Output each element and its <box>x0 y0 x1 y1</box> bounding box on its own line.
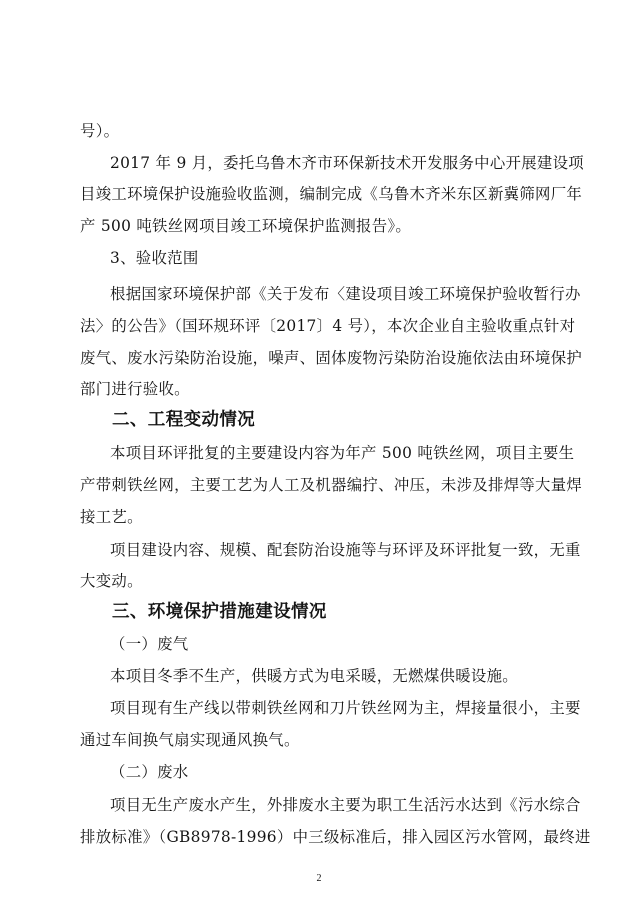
text-line: 项目无生产废水产生，外排废水主要为职工生活污水达到《污水综合 <box>110 796 581 814</box>
text-line: 项目建设内容、规模、配套防治设施等与环评及环评批复一致，无重 <box>110 541 581 559</box>
section-heading: 三、环境保护措施建设情况 <box>112 602 327 622</box>
text-line: 本项目冬季不生产，供暖方式为电采暖，无燃煤供暖设施。 <box>110 667 518 685</box>
subsection-heading: （二）废水 <box>110 763 189 781</box>
text-line: 排放标准》（GB8978-1996）中三级标准后，排入园区污水管网，最终进 <box>80 828 591 846</box>
text-line: 本项目环评批复的主要建设内容为年产 500 吨铁丝网，项目主要生 <box>110 444 575 462</box>
text-line: 大变动。 <box>80 572 143 590</box>
text-line: 目竣工环境保护设施验收监测，编制完成《乌鲁木齐米东区新冀筛网厂年 <box>80 185 583 203</box>
text-line: 部门进行验收。 <box>80 380 190 398</box>
text-line: 号）。 <box>80 122 120 140</box>
text-line: 产 500 吨铁丝网项目竣工环境保护监测报告》。 <box>80 217 412 235</box>
text-line: 2017 年 9 月，委托乌鲁木齐市环保新技术开发服务中心开展建设项 <box>110 154 584 172</box>
subsection-heading: （一）废气 <box>110 635 189 653</box>
text-line: 法〉的公告》（国环规环评〔2017〕4 号），本次企业自主验收重点针对 <box>80 317 576 335</box>
subsection-heading: 3、验收范围 <box>110 249 199 267</box>
text-line: 通过车间换气扇实现通风换气。 <box>80 731 300 749</box>
section-heading: 二、工程变动情况 <box>112 410 256 430</box>
text-line: 项目现有生产线以带刺铁丝网和刀片铁丝网为主，焊接量很小，主要 <box>110 699 581 717</box>
text-line: 接工艺。 <box>80 508 143 526</box>
text-line: 根据国家环境保护部《关于发布〈建设项目竣工环境保护验收暂行办 <box>110 285 581 303</box>
text-line: 废气、废水污染防治设施，噪声、固体废物污染防治设施依法由环境保护 <box>80 349 583 367</box>
page-number: 2 <box>316 873 322 884</box>
text-line: 产带刺铁丝网，主要工艺为人工及机器编拧、冲压，未涉及排焊等大量焊 <box>80 476 583 494</box>
